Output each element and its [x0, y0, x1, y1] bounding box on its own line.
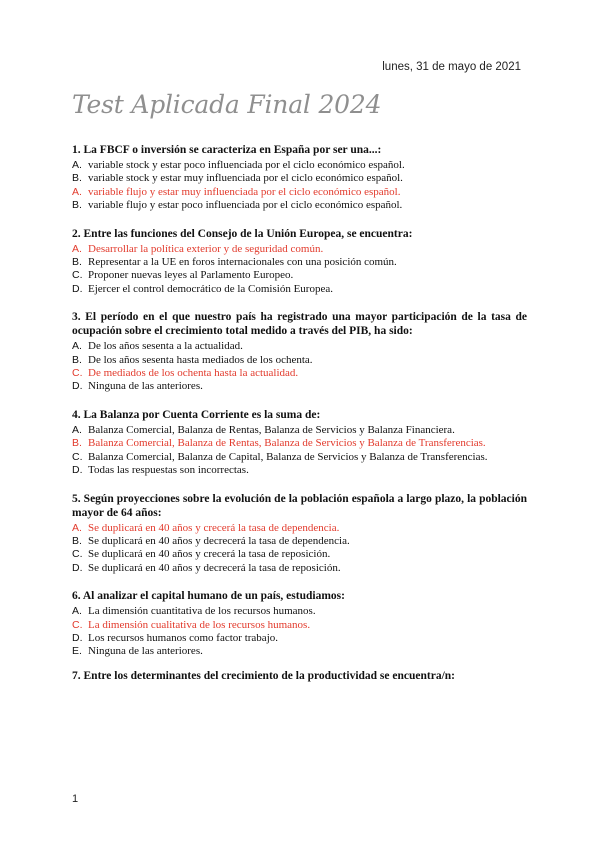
answer-option [72, 645, 527, 658]
option-text: Balanza Comercial, Balanza de Capital, Balanza de Servicios y Balanza de Transferencias. [88, 450, 488, 463]
option-letter: C. [72, 548, 83, 561]
question-5 [72, 492, 527, 576]
answer-option [72, 199, 527, 212]
document-date: lunes, 31 de mayo de 2021 [382, 61, 521, 73]
answer-option [72, 535, 527, 548]
option-letter: C. [72, 450, 83, 463]
answer-option [72, 451, 527, 464]
option-letter: A. [72, 185, 82, 198]
option-text: De mediados de los ochenta hasta la actualidad. [88, 367, 299, 380]
question-list [72, 143, 527, 697]
answer-option [72, 172, 527, 185]
question-text: 6. Al analizar el capital humano de un país, estudiamos: [72, 590, 345, 603]
answer-option-correct [72, 437, 527, 450]
option-text: De los años sesenta hasta mediados de los ochenta. [88, 353, 313, 366]
answer-option-correct [72, 619, 527, 632]
answer-option [72, 256, 527, 269]
option-letter: D. [72, 464, 83, 477]
answer-option [72, 424, 527, 437]
option-letter: B. [72, 172, 82, 185]
option-letter: B. [72, 534, 82, 547]
answer-option [72, 354, 527, 367]
question-text: 5. Según proyecciones sobre la evolución de la población española a largo plazo, la población mayor de 64 años: [72, 492, 527, 519]
option-letter: B. [72, 437, 82, 450]
option-letter: B. [72, 353, 82, 366]
question-4 [72, 408, 527, 478]
question-6 [72, 589, 527, 659]
answer-option [72, 562, 527, 575]
question-text: 7. Entre los determinantes del crecimiento de la productividad se encuentra/n: [72, 669, 455, 682]
option-text: Ninguna de las anteriores. [88, 380, 203, 393]
option-letter: A. [72, 521, 82, 534]
option-text: variable stock y estar poco influenciada por el ciclo económico español. [88, 159, 405, 171]
option-letter: C. [72, 269, 83, 282]
option-letter: B. [72, 199, 82, 212]
page-number: 1 [72, 793, 79, 805]
option-letter: D. [72, 631, 83, 644]
answer-option [72, 632, 527, 645]
option-text: Se duplicará en 40 años y decrecerá la tasa de reposición. [88, 561, 341, 574]
answer-option-correct [72, 367, 527, 380]
option-text: Se duplicará en 40 años y crecerá la tasa de reposición. [88, 548, 331, 561]
option-text: Se duplicará en 40 años y crecerá la tasa de dependencia. [88, 521, 340, 534]
option-letter: A. [72, 159, 82, 171]
option-text: Se duplicará en 40 años y decrecerá la tasa de dependencia. [88, 534, 350, 547]
answer-option-correct [72, 186, 527, 199]
option-letter: C. [72, 367, 83, 380]
option-letter: A. [72, 423, 82, 436]
answer-option [72, 605, 527, 618]
option-text: Balanza Comercial, Balanza de Rentas, Balanza de Servicios y Balanza Financiera. [88, 423, 455, 436]
answer-option [72, 548, 527, 561]
question-7 [72, 669, 527, 683]
question-text: 4. La Balanza por Cuenta Corriente es la suma de: [72, 408, 321, 421]
answer-option [72, 464, 527, 477]
option-text: Todas las respuestas son incorrectas. [88, 464, 249, 477]
option-text: Balanza Comercial, Balanza de Rentas, Balanza de Servicios y Balanza de Transferencias. [88, 437, 486, 450]
answer-option [72, 269, 527, 282]
option-letter: A. [72, 340, 82, 353]
question-2 [72, 227, 527, 297]
question-text: 3. El período en el que nuestro país ha registrado una mayor participación de la tasa de ocupación sobre el crecimiento total medido a través del PIB, ha sido: [72, 311, 527, 338]
option-letter: A. [72, 242, 82, 255]
option-text: variable flujo y estar muy influenciada por el ciclo económico español. [88, 185, 401, 198]
option-letter: D. [72, 282, 83, 295]
option-letter: C. [72, 618, 83, 631]
option-letter: D. [72, 561, 83, 574]
answer-option [72, 283, 527, 296]
answer-option-correct [72, 522, 527, 535]
question-1 [72, 143, 527, 213]
option-text: Ejercer el control democrático de la Comisión Europea. [88, 282, 333, 295]
option-text: La dimensión cualitativa de los recursos humanos. [88, 618, 311, 631]
question-text: 2. Entre las funciones del Consejo de la Unión Europea, se encuentra: [72, 227, 413, 240]
answer-option [72, 340, 527, 353]
option-text: De los años sesenta a la actualidad. [88, 340, 243, 353]
option-letter: B. [72, 256, 82, 269]
option-letter: E. [72, 645, 82, 658]
option-text: Desarrollar la política exterior y de seguridad común. [88, 242, 324, 255]
option-text: Representar a la UE en foros internacionales con una posición común. [88, 256, 397, 269]
answer-option [72, 380, 527, 393]
option-text: Proponer nuevas leyes al Parlamento Europeo. [88, 269, 294, 282]
answer-option-correct [72, 243, 527, 256]
question-3 [72, 310, 527, 394]
option-text: variable stock y estar muy influenciada por el ciclo económico español. [88, 172, 403, 185]
answer-option [72, 159, 527, 172]
option-letter: A. [72, 605, 82, 618]
option-text: Ninguna de las anteriores. [88, 645, 203, 658]
option-text: variable flujo y estar poco influenciada por el ciclo económico español. [88, 199, 403, 212]
option-text: La dimensión cuantitativa de los recursos humanos. [88, 605, 316, 618]
question-text: 1. La FBCF o inversión se caracteriza en España por ser una...: [72, 144, 382, 156]
option-letter: D. [72, 380, 83, 393]
document-title: Test Aplicada Final 2024 [72, 90, 382, 119]
option-text: Los recursos humanos como factor trabajo. [88, 631, 278, 644]
